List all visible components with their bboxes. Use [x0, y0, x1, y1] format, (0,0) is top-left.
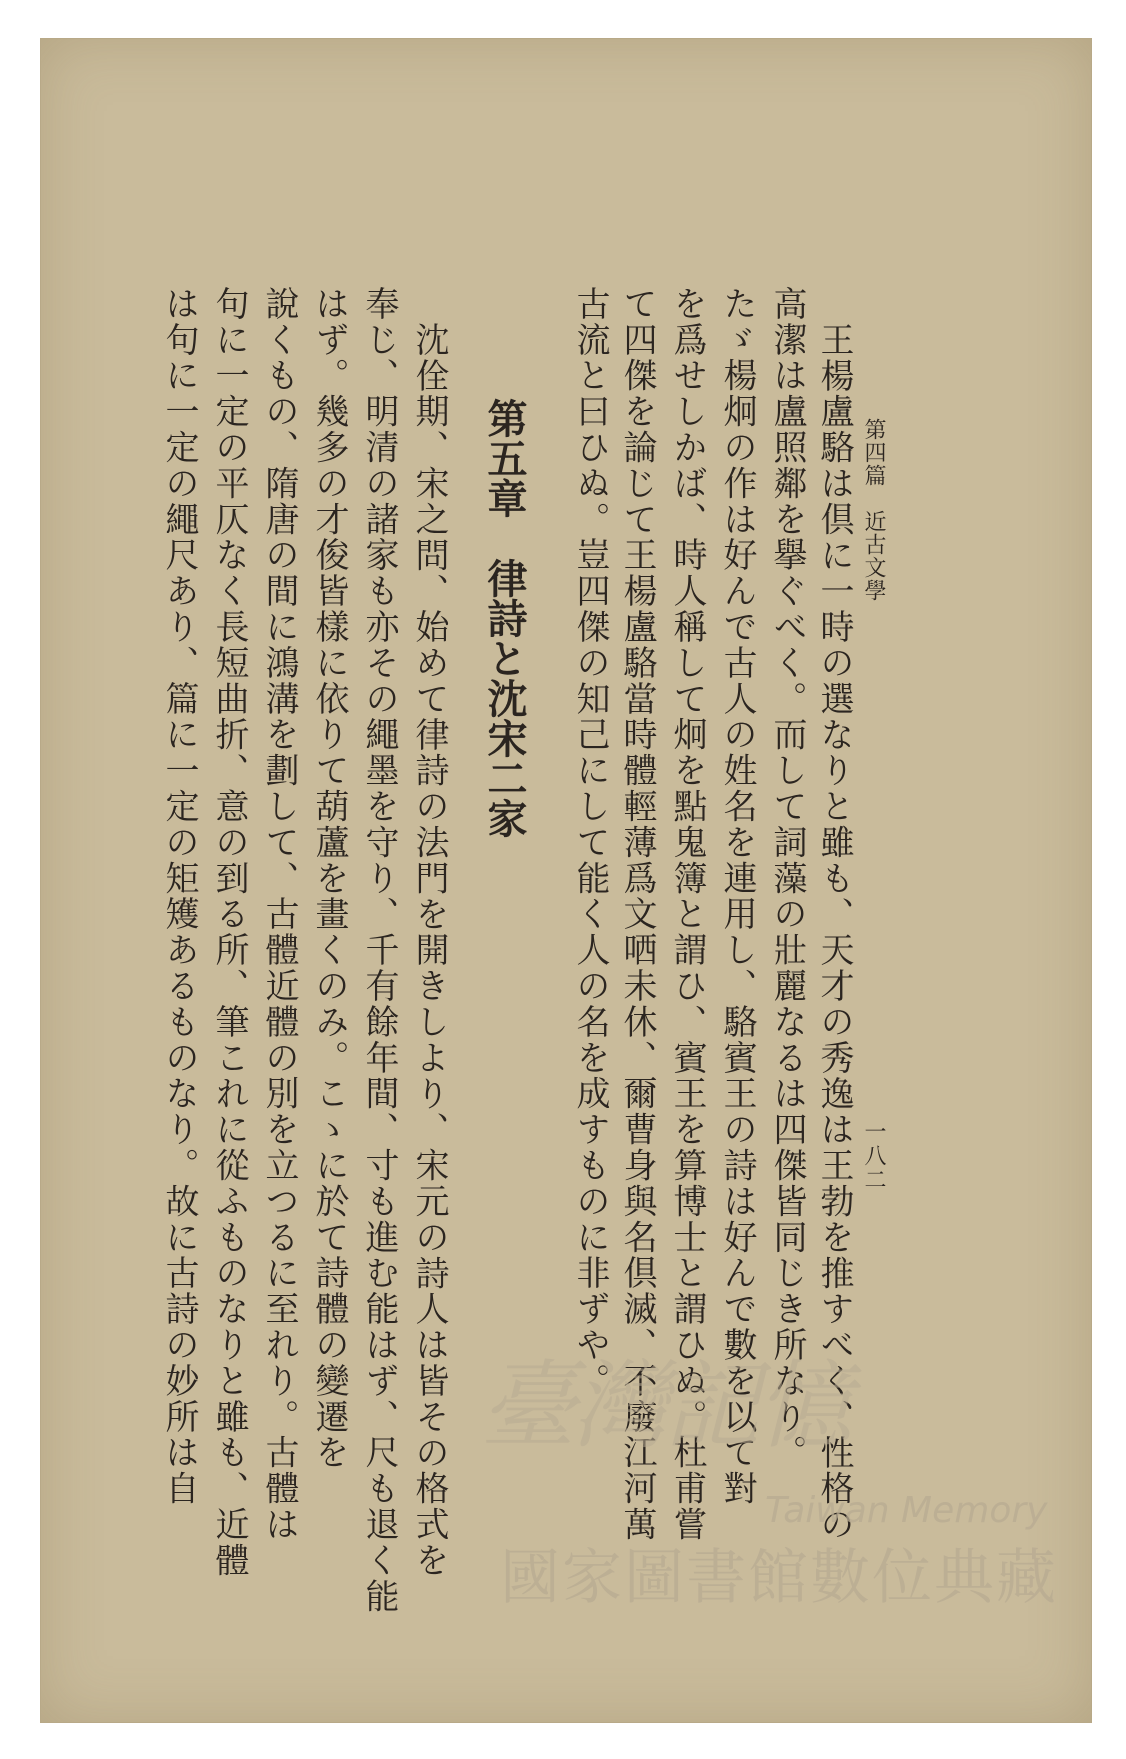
text-column-10: 說くもの、隋唐の間に鴻溝を劃して、古體近體の別を立つるに至れり。古體は — [259, 286, 299, 1543]
text-column-1: 王楊盧駱は倶に一時の選なりと雖も、天才の秀逸は王勃を推すべく、性格の — [814, 322, 854, 1543]
chapter-number: 第五章 — [481, 398, 527, 518]
text-column-9: はず。幾多の才俊皆樣に依りて葫蘆を畫くのみ。こゝに於て詩體の變遷を — [309, 286, 349, 1471]
text-column-4: を爲せしかば、時人稱して炯を點鬼簿と謂ひ、賓王を算博士と謂ひぬ。杜甫嘗 — [667, 286, 707, 1543]
chapter-title: 律詩と沈宋二家 — [481, 558, 527, 838]
watermark-calligraphy: 臺灣記憶 — [480, 1350, 848, 1462]
running-header: 第四篇 近古文學 — [861, 418, 886, 602]
page-number: 一八二 — [861, 1120, 886, 1192]
text-column-2: 高潔は盧照鄰を擧ぐべく。而して詞藻の壯麗なるは四傑皆同じき所なり。 — [767, 286, 807, 1471]
chapter-heading — [472, 398, 527, 838]
text-column-12: は句に一定の繩尺あり、篇に一定の矩矱あるものなり。故に古詩の妙所は自 — [159, 286, 199, 1507]
text-column-5: て四傑を論じて王楊盧駱當時體輕薄爲文哂未休、爾曹身與名倶滅、不廢江河萬 — [617, 286, 657, 1543]
watermark-english: Taiwan Memory — [765, 1490, 1048, 1531]
text-column-8: 奉じ、明清の諸家も亦その繩墨を守り、千有餘年間、寸も進む能はず、尺も退く能 — [359, 286, 399, 1615]
text-column-11: 句に一定の平仄なく長短曲折、意の到る所、筆これに從ふものなりと雖も、近體 — [209, 286, 249, 1579]
text-column-3: たゞ楊炯の作は好んで古人の姓名を連用し、駱賓王の詩は好んで數を以て對 — [717, 286, 757, 1507]
text-column-6: 古流と曰ひぬ。豈四傑の知己にして能く人の名を成すものに非ずや。 — [570, 286, 610, 1399]
text-column-7: 沈佺期、宋之問、始めて律詩の法門を開きしより、宋元の詩人は皆その格式を — [409, 322, 449, 1579]
watermark-library: 國家圖書館數位典藏 — [500, 1543, 1058, 1613]
